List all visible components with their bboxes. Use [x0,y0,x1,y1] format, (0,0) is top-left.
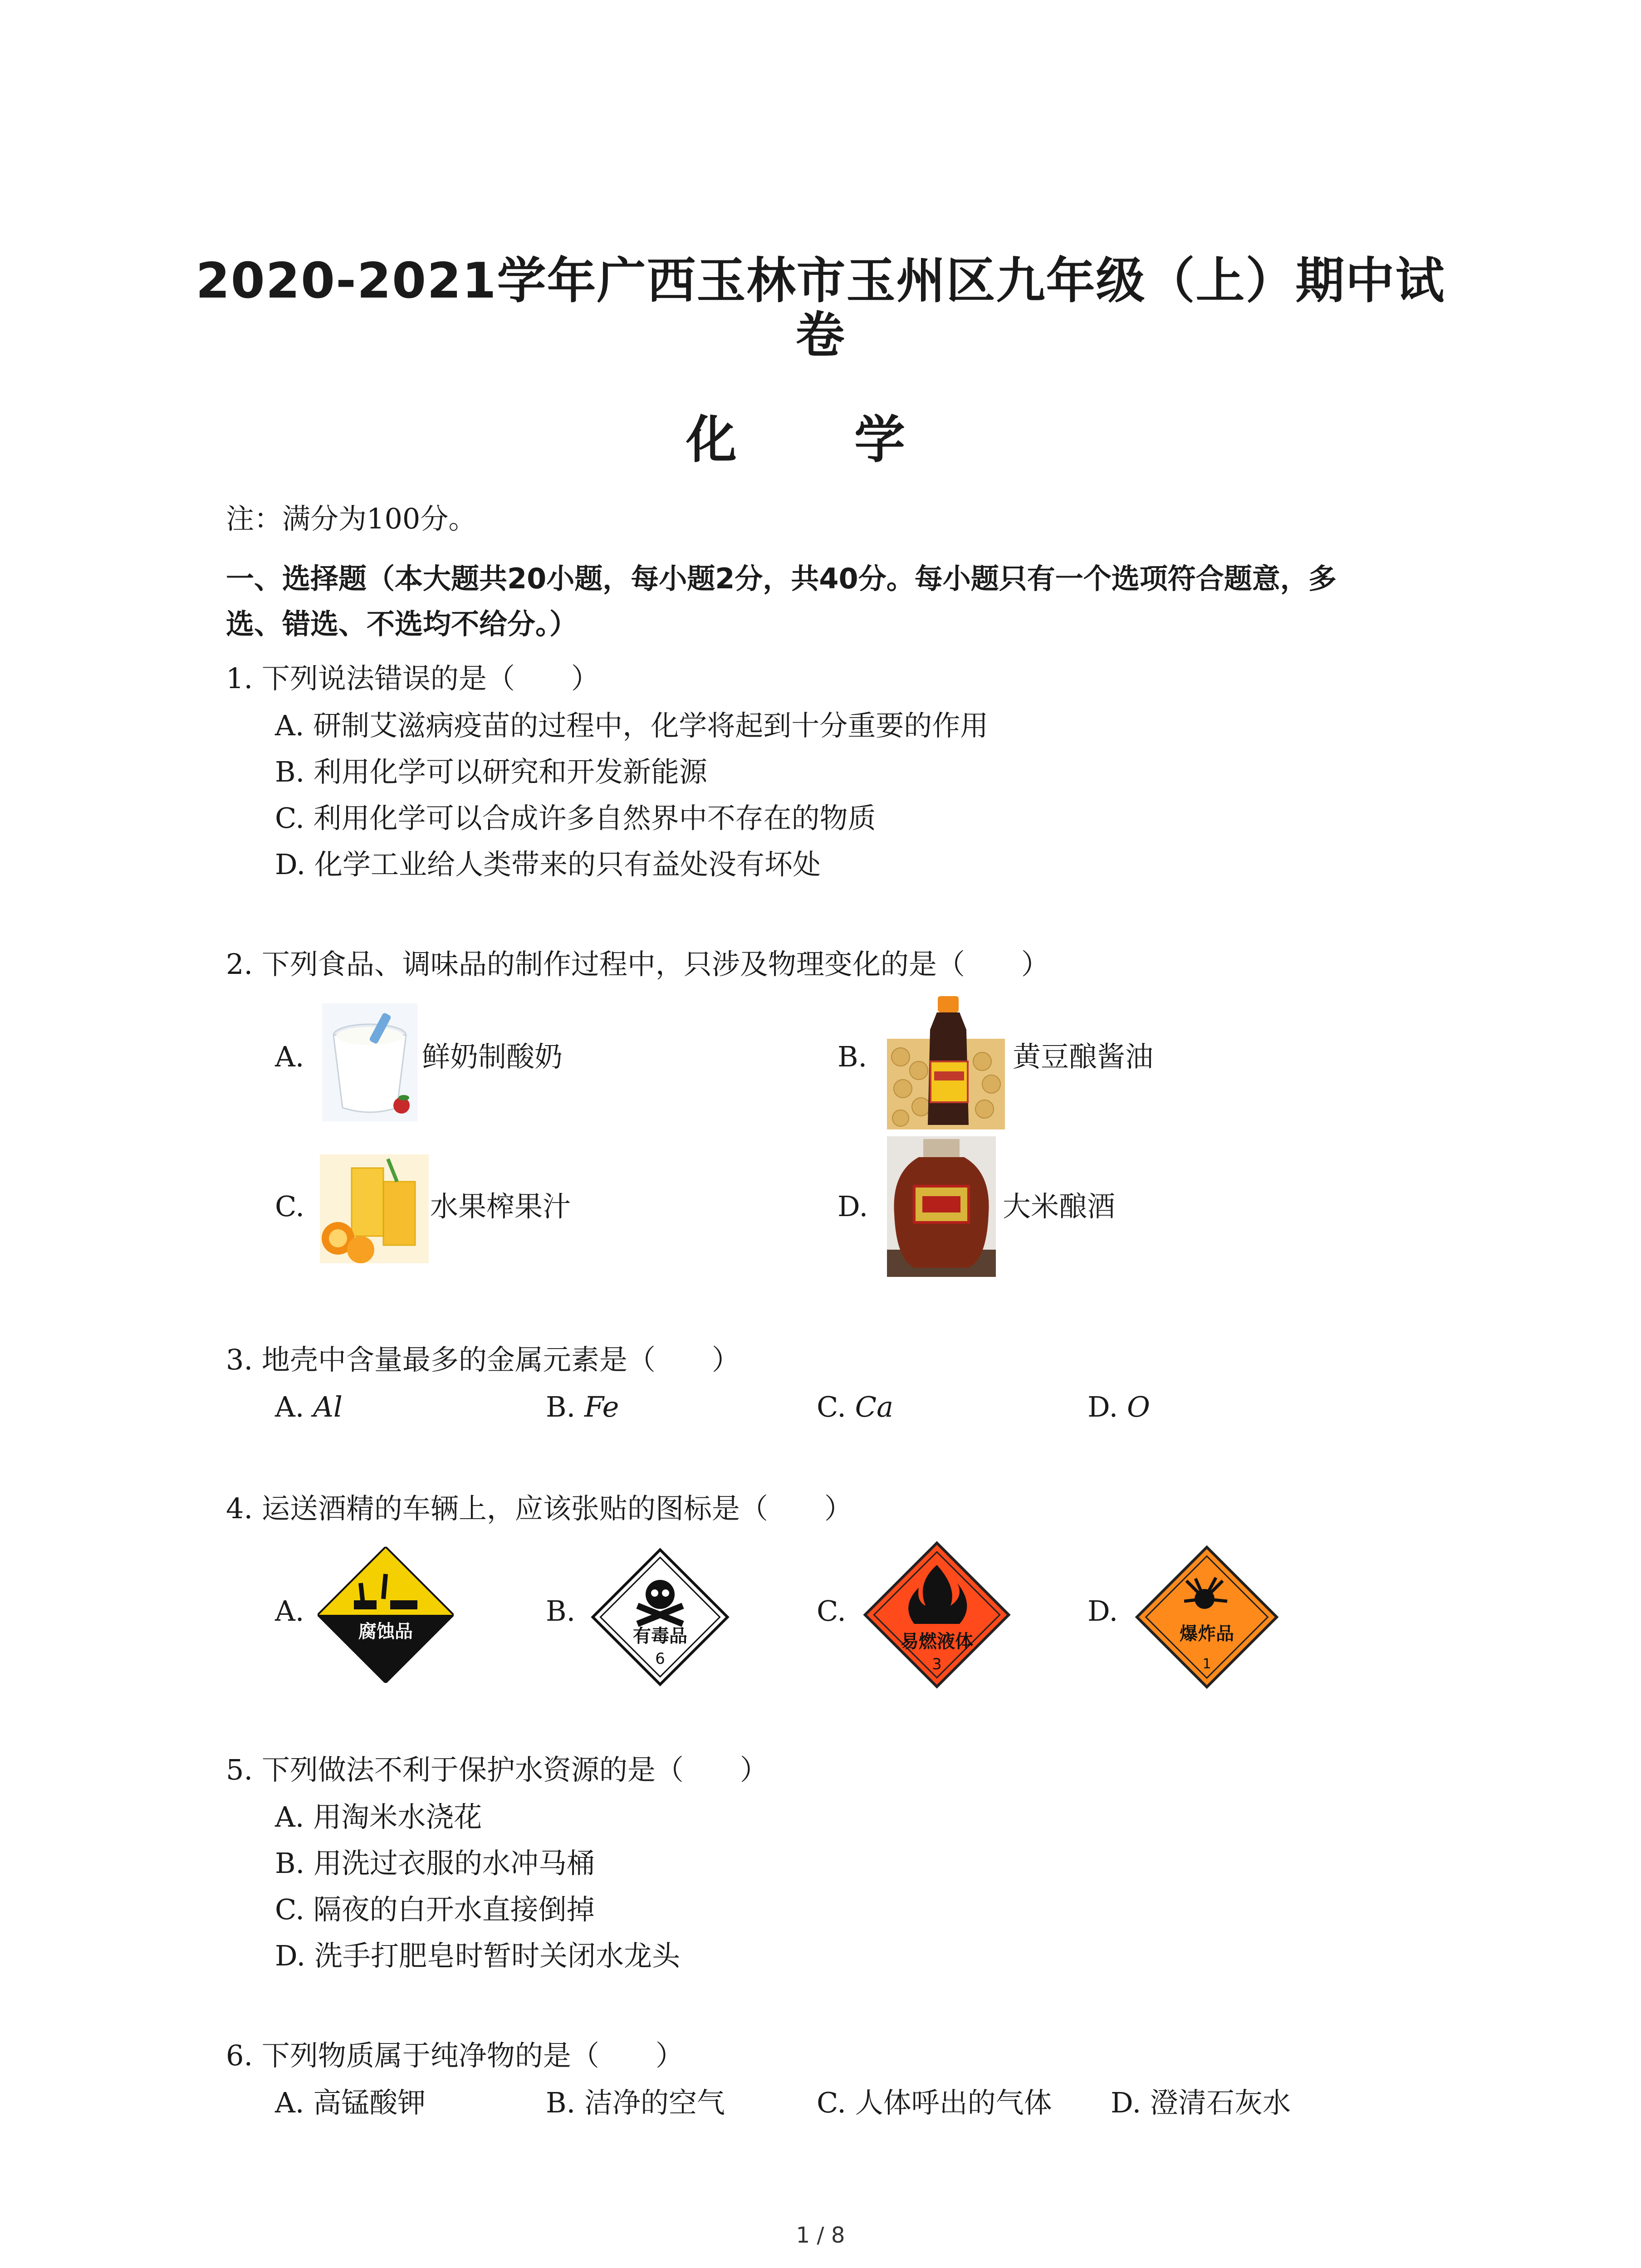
yogurt-image [322,1003,417,1121]
toxic-sign-label: 有毒品 [633,1626,687,1647]
question-5-option-d: D. 洗手打肥皂时暂时关闭水龙头 [275,1939,680,1972]
soy-sauce-image [887,993,1005,1129]
question-5-option-b: B. 用洗过衣服的水冲马桶 [275,1847,595,1880]
explosive-sign-number: 1 [1202,1656,1211,1672]
question-3-option-b: B. Fe [546,1390,619,1423]
question-5-stem: 5. 下列做法不利于保护水资源的是（ ） [226,1753,768,1786]
question-3-stem: 3. 地壳中含量最多的金属元素是（ ） [226,1343,740,1376]
explosive-sign-label: 爆炸品 [1180,1623,1234,1644]
explosive-hazard-sign [1132,1542,1282,1692]
toxic-hazard-sign [590,1547,730,1687]
question-1-stem: 1. 下列说法错误的是（ ） [226,662,599,695]
question-6-option-d: D. 澄清石灰水 [1111,2086,1291,2119]
question-4-option-a-letter: A. [275,1594,304,1628]
corrosive-hazard-sign [318,1547,454,1683]
question-2-option-d-letter: D. [838,1190,868,1223]
corrosive-sign-label: 腐蚀品 [358,1621,413,1642]
question-3-option-d: D. O [1087,1390,1150,1423]
question-2-option-b-text: 黄豆酿酱油 [1013,1040,1154,1073]
question-3-option-a: A. Al [275,1390,343,1423]
question-4-stem: 4. 运送酒精的车辆上，应该张贴的图标是（ ） [226,1492,852,1525]
question-4-option-b-letter: B. [546,1594,576,1628]
question-6-option-b: B. 洁净的空气 [546,2086,725,2119]
question-2-option-c-text: 水果榨果汁 [430,1190,571,1223]
question-5-option-a: A. 用淘米水浇花 [275,1800,482,1833]
question-2-option-b-letter: B. [838,1040,867,1073]
page-number: 1 / 8 [796,2223,845,2248]
question-5-option-c: C. 隔夜的白开水直接倒掉 [275,1893,595,1926]
flammable-sign-label: 易燃液体 [901,1631,973,1652]
question-2-option-a-letter: A. [275,1040,304,1073]
question-4-option-d-letter: D. [1087,1594,1118,1628]
question-6-stem: 6. 下列物质属于纯净物的是（ ） [226,2039,684,2072]
exam-title-line1: 2020-2021学年广西玉林市玉州区九年级（上）期中试 [196,253,1445,309]
question-3-option-c: C. Ca [817,1390,894,1423]
question-2-option-d-text: 大米酿酒 [1003,1190,1116,1223]
section-heading-line2: 选、错选、不选均不给分。） [226,607,578,640]
question-1-option-a: A. 研制艾滋病疫苗的过程中，化学将起到十分重要的作用 [275,709,989,742]
question-1-option-d: D. 化学工业给人类带来的只有益处没有坏处 [275,848,821,881]
question-4-option-c-letter: C. [817,1594,846,1628]
subject-title: 化 学 [686,411,955,469]
question-1-option-c: C. 利用化学可以合成许多自然界中不存在的物质 [275,802,876,835]
question-2-option-c-letter: C. [275,1190,304,1223]
section-heading-line1: 一、选择题（本大题共20小题，每小题2分，共40分。每小题只有一个选项符合题意，多 [226,562,1337,595]
question-2-option-a-text: 鲜奶制酸奶 [422,1040,563,1073]
question-2-stem: 2. 下列食品、调味品的制作过程中，只涉及物理变化的是（ ） [226,948,1049,981]
exam-title-line2: 卷 [795,307,846,364]
orange-juice-image [320,1154,429,1263]
toxic-sign-number: 6 [655,1650,665,1668]
question-6-option-a: A. 高锰酸钾 [275,2086,426,2119]
question-1-option-b: B. 利用化学可以研究和开发新能源 [275,755,708,788]
flammable-sign-number: 3 [932,1655,942,1673]
question-6-option-c: C. 人体呼出的气体 [817,2086,1052,2119]
rice-wine-jar-image [887,1136,996,1277]
flammable-liquid-hazard-sign [860,1538,1014,1692]
score-note: 注：满分为100分。 [226,502,477,535]
